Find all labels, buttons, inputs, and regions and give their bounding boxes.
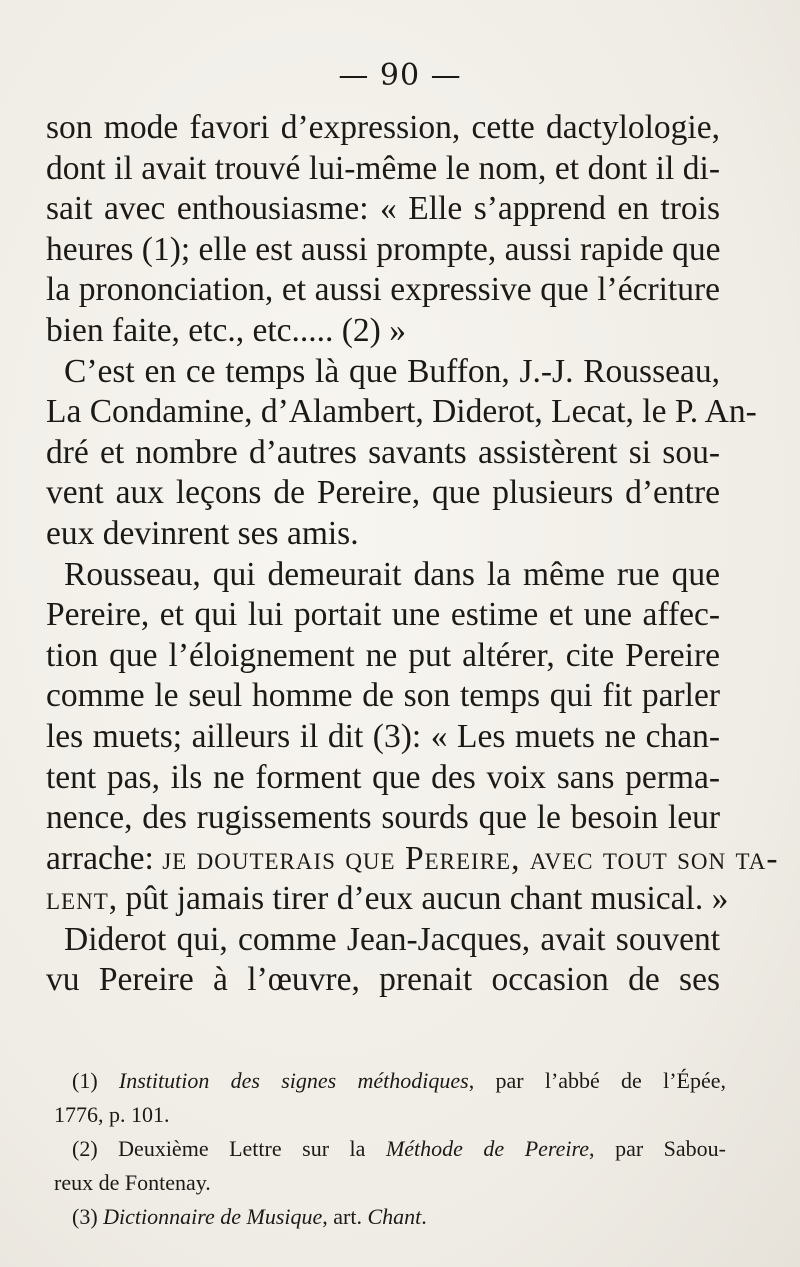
text-line: vent aux leçons de Pereire, que plusieurs d’entre [46, 474, 720, 512]
paragraph-start: Diderot qui, comme Jean-Jacques, avait souvent [64, 920, 720, 958]
paragraph-start: Rousseau, qui demeurait dans la même rue que [64, 555, 720, 593]
footnote-2 [54, 1132, 726, 1166]
footnote-continuation: 1776, p. 101. [54, 1102, 170, 1127]
text-run: , art. [322, 1204, 368, 1229]
footnote-number: (1) [72, 1068, 98, 1093]
text-line: nence, des rugissements sourds que le besoin leur [46, 799, 720, 837]
text-line: eux devinrent ses amis. [46, 514, 359, 552]
text-line [46, 879, 729, 920]
cited-title: Dictionnaire de Musique [103, 1204, 323, 1229]
text-line: bien faite, etc., etc..... (2) » [46, 311, 406, 349]
text-run: Deuxième Lettre sur la [118, 1136, 386, 1161]
footnotes [54, 1064, 726, 1234]
text-line: Pereire, et qui lui portait une estime et une affec- [46, 596, 720, 634]
body-text [46, 108, 779, 1001]
small-caps-quote: lent [46, 880, 109, 918]
footnote-1 [54, 1064, 726, 1098]
paragraph-start: C’est en ce temps là que Buffon, J.-J. Rousseau, [64, 352, 720, 390]
text-run: , par Sabou- [589, 1136, 726, 1161]
text-run: , par l’abbé de l’Épée, [468, 1068, 726, 1093]
page-number: — 90 — [338, 58, 462, 93]
cited-title: Institution des signes méthodiques [118, 1068, 469, 1093]
footnote-continuation: reux de Fontenay. [54, 1170, 211, 1195]
text-run: arrache: [46, 839, 163, 877]
text-line: dré et nombre d’autres savants assistèrent si sou- [46, 433, 720, 471]
text-line: sait avec enthousiasme: « Elle s’apprend en trois [46, 190, 720, 228]
text-line: la prononciation, et aussi expressive que l’écriture [46, 271, 720, 309]
text-line [46, 839, 779, 880]
text-line: tent pas, ils ne forment que des voix sans perma- [46, 758, 720, 796]
footnote-number: (3) [72, 1204, 98, 1229]
text-line: son mode favori d’expression, cette dactylologie, [46, 109, 720, 146]
cited-title: Méthode de Pereire [385, 1136, 590, 1161]
text-line: les muets; ailleurs il dit (3): « Les muets ne chan- [46, 717, 720, 755]
cited-title: Chant [367, 1204, 422, 1229]
text-line: La Condamine, d’Alambert, Diderot, Lecat, le P. An- [46, 393, 757, 431]
text-line: vu Pereire à l’œuvre, prenait occasion de ses [46, 961, 720, 999]
text-line: heures (1); elle est aussi prompte, aussi rapide que [46, 230, 721, 268]
text-run: . [421, 1204, 427, 1229]
text-line: dont il avait trouvé lui-même le nom, et dont il di- [46, 149, 720, 187]
footnote-number: (2) [72, 1136, 98, 1161]
text-line: comme le seul homme de son temps qui fit parler [46, 677, 720, 715]
small-caps-quote: je douterais que Pereire, avec tout son ta- [162, 839, 779, 877]
text-run: , pût jamais tirer d’eux aucun chant musical. » [108, 880, 729, 918]
text-line: tion que l’éloignement ne put altérer, cite Pereire [46, 636, 720, 674]
footnote-3 [54, 1200, 726, 1234]
